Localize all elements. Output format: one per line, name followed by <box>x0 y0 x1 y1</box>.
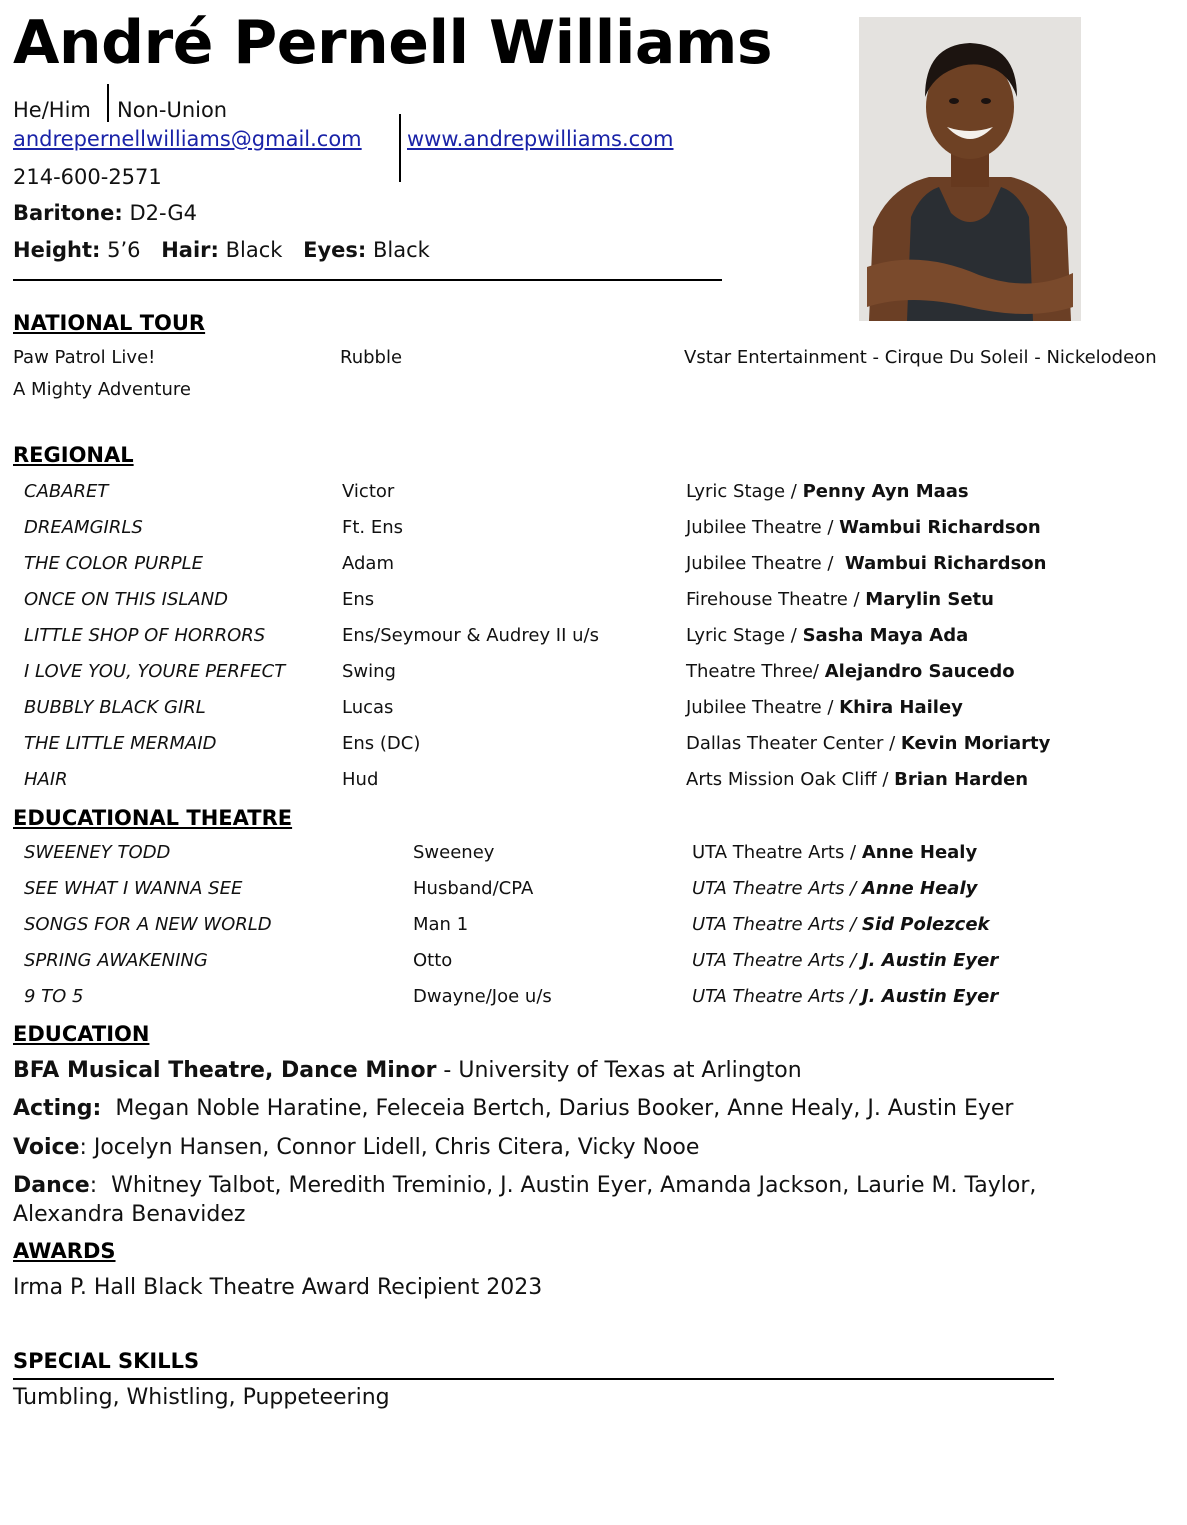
actor-name: André Pernell Williams <box>13 8 773 78</box>
venue: Lyric Stage / <box>686 481 803 502</box>
venue: Firehouse Theatre / <box>686 589 866 610</box>
regional-show: THE LITTLE MERMAID <box>24 733 217 754</box>
edu-show: SEE WHAT I WANNA SEE <box>24 878 243 899</box>
regional-role: Ens/Seymour & Audrey II u/s <box>342 625 600 646</box>
header-rule <box>13 279 722 281</box>
director: Marylin Setu <box>865 589 994 610</box>
venue: Arts Mission Oak Cliff / <box>686 769 895 790</box>
regional-role: Hud <box>342 769 379 790</box>
director: Wambui Richardson <box>839 517 1041 538</box>
degree-line <box>13 1058 802 1084</box>
dance-value-line1: : Whitney Talbot, Meredith Treminio, J. Austin Eyer, Amanda Jackson, Laurie M. Taylor, <box>89 1173 1037 1198</box>
regional-role: Ens (DC) <box>342 733 421 754</box>
regional-show: I LOVE YOU, YOURE PERFECT <box>24 661 286 682</box>
skills-rule <box>13 1378 1054 1380</box>
regional-credit <box>686 481 969 503</box>
divider <box>399 114 401 182</box>
eyes-label: Eyes: <box>303 238 367 262</box>
headshot-illustration <box>859 17 1081 321</box>
regional-show: THE COLOR PURPLE <box>24 553 204 574</box>
tour-show-line1: Paw Patrol Live! <box>13 347 156 368</box>
acting-value: Megan Noble Haratine, Feleceia Bertch, Darius Booker, Anne Healy, J. Austin Eyer <box>101 1096 1014 1121</box>
dance-teachers <box>13 1173 1036 1199</box>
director: Anne Healy <box>861 842 978 863</box>
venue: UTA Theatre Arts / <box>692 914 862 935</box>
skills-text: Tumbling, Whistling, Puppeteering <box>13 1385 390 1410</box>
voice-teachers <box>13 1135 699 1161</box>
venue: Lyric Stage / <box>686 625 803 646</box>
director: Wambui Richardson <box>844 553 1047 574</box>
dance-value-line2: Alexandra Benavidez <box>13 1202 246 1227</box>
venue: UTA Theatre Arts / <box>692 842 862 863</box>
tour-company: Vstar Entertainment - Cirque Du Soleil - Nickelodeon <box>684 347 1157 368</box>
director: J. Austin Eyer <box>861 950 999 971</box>
edu-credit <box>692 842 977 864</box>
venue: UTA Theatre Arts / <box>692 878 862 899</box>
union-status: Non-Union <box>117 98 228 122</box>
director: Anne Healy <box>861 878 978 899</box>
height-value: 5’6 <box>107 238 141 262</box>
divider <box>107 84 109 122</box>
regional-show: CABARET <box>24 481 109 502</box>
section-awards: AWARDS <box>13 1239 116 1263</box>
edu-role: Otto <box>413 950 453 971</box>
venue: Dallas Theater Center / <box>686 733 901 754</box>
regional-role: Ft. Ens <box>342 517 404 538</box>
regional-credit <box>686 661 1015 683</box>
regional-credit <box>686 697 963 719</box>
regional-credit <box>686 553 1046 575</box>
edu-show: SONGS FOR A NEW WORLD <box>24 914 272 935</box>
regional-credit <box>686 769 1028 791</box>
height-label: Height: <box>13 238 101 262</box>
director: Khira Hailey <box>839 697 963 718</box>
eyes-value: Black <box>373 238 430 262</box>
venue: UTA Theatre Arts / <box>692 950 862 971</box>
edu-role: Man 1 <box>413 914 469 935</box>
edu-show: SPRING AWAKENING <box>24 950 208 971</box>
director: Alejandro Saucedo <box>824 661 1015 682</box>
edu-role: Husband/CPA <box>413 878 534 899</box>
regional-credit <box>686 517 1041 539</box>
section-education: EDUCATION <box>13 1022 150 1046</box>
regional-role: Ens <box>342 589 375 610</box>
edu-role: Sweeney <box>413 842 495 863</box>
regional-role: Lucas <box>342 697 394 718</box>
director: J. Austin Eyer <box>861 986 999 1007</box>
regional-role: Swing <box>342 661 396 682</box>
regional-credit <box>686 589 994 611</box>
voice-type-label: Baritone: <box>13 201 123 225</box>
voice-range: D2-G4 <box>129 201 197 225</box>
voice-type <box>13 201 197 226</box>
section-special-skills: SPECIAL SKILLS <box>13 1349 200 1373</box>
director: Sid Polezcek <box>861 914 990 935</box>
edu-credit <box>692 914 990 936</box>
edu-credit <box>692 950 998 972</box>
acting-label: Acting: <box>13 1096 102 1121</box>
website-link[interactable]: www.andrepwilliams.com <box>407 127 674 151</box>
section-national-tour: NATIONAL TOUR <box>13 311 206 335</box>
section-educational-theatre: EDUCATIONAL THEATRE <box>13 806 293 830</box>
hair-label: Hair: <box>161 238 219 262</box>
director: Penny Ayn Maas <box>802 481 969 502</box>
regional-show: HAIR <box>24 769 68 790</box>
director: Sasha Maya Ada <box>802 625 969 646</box>
venue: UTA Theatre Arts / <box>692 986 862 1007</box>
hair-value: Black <box>225 238 283 262</box>
award-text: Irma P. Hall Black Theatre Award Recipient 2023 <box>13 1275 543 1300</box>
regional-show: ONCE ON THIS ISLAND <box>24 589 229 610</box>
headshot-photo <box>859 17 1081 321</box>
edu-credit <box>692 986 998 1008</box>
acting-teachers <box>13 1096 1013 1122</box>
tour-role: Rubble <box>340 347 403 368</box>
venue: Jubilee Theatre / <box>686 553 845 574</box>
regional-show: BUBBLY BLACK GIRL <box>24 697 206 718</box>
tour-show-line2: A Mighty Adventure <box>13 379 191 400</box>
edu-credit <box>692 878 977 900</box>
regional-credit <box>686 625 968 647</box>
regional-role: Victor <box>342 481 395 502</box>
director: Brian Harden <box>894 769 1029 790</box>
venue: Jubilee Theatre / <box>686 517 840 538</box>
voice-value: : Jocelyn Hansen, Connor Lidell, Chris Citera, Vicky Nooe <box>79 1135 700 1160</box>
edu-role: Dwayne/Joe u/s <box>413 986 552 1007</box>
pronouns: He/Him <box>13 98 91 122</box>
director: Kevin Moriarty <box>900 733 1051 754</box>
section-regional: REGIONAL <box>13 443 134 467</box>
phone-number: 214-600-2571 <box>13 165 162 189</box>
school: - University of Texas at Arlington <box>436 1058 802 1083</box>
regional-show: DREAMGIRLS <box>24 517 143 538</box>
venue: Theatre Three/ <box>686 661 825 682</box>
regional-role: Adam <box>342 553 394 574</box>
regional-credit <box>686 733 1050 755</box>
regional-show: LITTLE SHOP OF HORRORS <box>24 625 266 646</box>
edu-show: 9 TO 5 <box>24 986 84 1007</box>
edu-show: SWEENEY TODD <box>24 842 171 863</box>
venue: Jubilee Theatre / <box>686 697 840 718</box>
voice-label: Voice <box>13 1135 80 1160</box>
dance-label: Dance <box>13 1173 90 1198</box>
email-link[interactable]: andrepernellwilliams@gmail.com <box>13 127 362 151</box>
physical-stats <box>13 238 430 263</box>
degree: BFA Musical Theatre, Dance Minor <box>13 1058 437 1083</box>
